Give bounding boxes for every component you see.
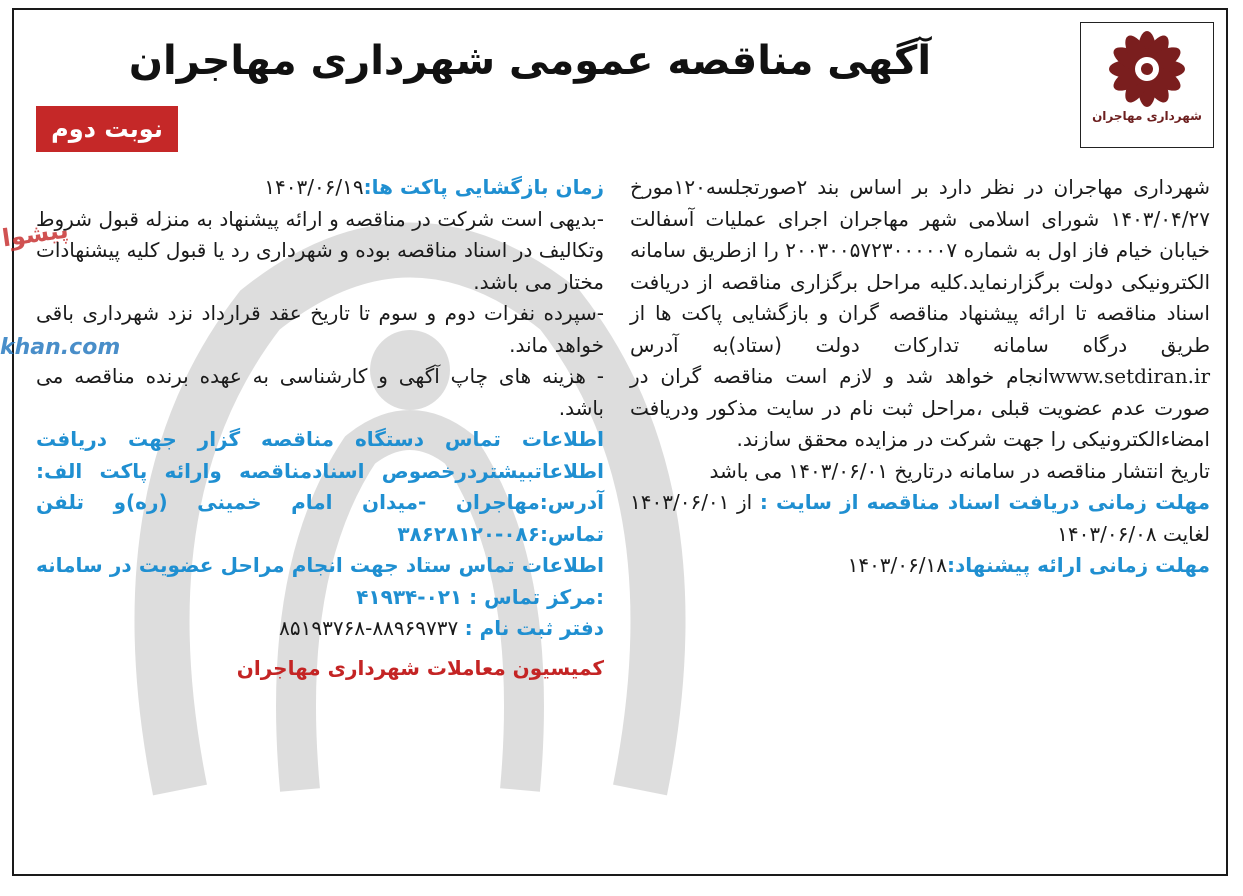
contact-info: اطلاعات تماس دستگاه مناقصه گزار جهت دریافت اطلاعاتبیشتردرخصوص اسنادمناقصه وارائه پاکت الف: آدرس:مهاجران -میدان امام خمینی (ره)و تلفن تماس:۰۸۶-۳۸۶۲۸۱۲۰ <box>36 427 604 546</box>
opening-value: ۱۴۰۳/۰۶/۱۹ <box>264 175 364 199</box>
website-link[interactable]: www.setdiran.ir <box>1048 364 1210 388</box>
watermark-side-text: پیشوا <box>0 215 71 253</box>
opening-label: زمان بازگشایی پاکت ها: <box>363 175 604 199</box>
left-column <box>36 172 604 684</box>
deadline-docs-value: از ۱۴۰۳/۰۶/۰۱ لغایت ۱۴۰۳/۰۶/۰۸ <box>630 490 1210 546</box>
deadline-docs <box>630 487 1210 550</box>
deadline-offer <box>630 550 1210 582</box>
municipality-logo <box>1080 22 1214 148</box>
intro-text: شهرداری مهاجران در نظر دارد بر اساس بند ۲صورتجلسه۱۲۰مورخ ۱۴۰۳/۰۴/۲۷ شورای اسلامی شهر مهاجران اجرای عملیات آسفالت خیابان خیام فاز اول به شماره ۲۰۰۳۰۰۵۷۲۳۰۰۰۰۰۷ را ازطریق سامانه الکترونیکی دولت برگزارنماید.کلیه مراحل برگزاری مناقصه از دریافت اسناد مناقصه تا ارائه پیشنهاد مناقصه گران و بازگشایی پاکت ها از طریق درگاه سامانه تدارکات دولت (ستاد)به آدرس <box>630 175 1210 357</box>
right-column <box>630 172 1210 582</box>
register-label: دفتر ثبت نام : <box>464 616 604 640</box>
publish-date: تاریخ انتشار مناقصه در سامانه درتاریخ ۱۴۰۳/۰۶/۰۱ می باشد <box>709 458 1210 483</box>
note-acceptance: -بدیهی است شرکت در مناقصه و ارائه پیشنهاد به منزله قبول شروط وتکالیف در اسناد مناقصه بوده و شهرداری رد یا قبول کلیه پیشنهادات مختار می باشد. <box>36 206 604 294</box>
watermark-side-domain: khan.com <box>0 335 121 360</box>
register-value: ۸۸۹۶۹۷۳۷-۸۵۱۹۳۷۶۸ <box>279 616 459 640</box>
signature: کمیسیون معاملات شهرداری مهاجران <box>236 655 604 680</box>
round-badge: نوبت دوم <box>36 106 178 152</box>
register-office <box>36 613 604 645</box>
deadline-offer-value: ۱۴۰۳/۰۶/۱۸ <box>847 553 947 577</box>
intro-continued: انجام خواهد شد و لازم است مناقصه گران در صورت عدم عضویت قبلی ،مراحل ثبت نام در سایت مذکور ودریافت امضاءالکترونیکی را جهت شرکت در مزایده محقق سازند. <box>630 364 1210 451</box>
opening-time <box>36 172 604 204</box>
logo-caption: شهرداری مهاجران <box>1092 109 1202 123</box>
flower-emblem-icon <box>1107 29 1187 109</box>
deadline-offer-label: مهلت زمانی ارائه پیشنهاد: <box>947 553 1210 577</box>
note-deposit: -سپرده نفرات دوم و سوم تا تاریخ عقد قرارداد نزد شهرداری باقی خواهد ماند. <box>36 301 604 357</box>
page-title: آگهی مناقصه عمومی شهرداری مهاجران <box>128 38 932 84</box>
setad-contact: اطلاعات تماس ستاد جهت انجام مراحل عضویت در سامانه :مرکز تماس : ۰۲۱-۴۱۹۳۴ <box>36 553 604 609</box>
note-costs: - هزینه های چاپ آگهی و کارشناسی به عهده برنده مناقصه می باشد. <box>36 364 604 420</box>
deadline-docs-label: مهلت زمانی دریافت اسناد مناقصه از سایت : <box>759 490 1210 514</box>
intro-paragraph <box>630 172 1210 456</box>
